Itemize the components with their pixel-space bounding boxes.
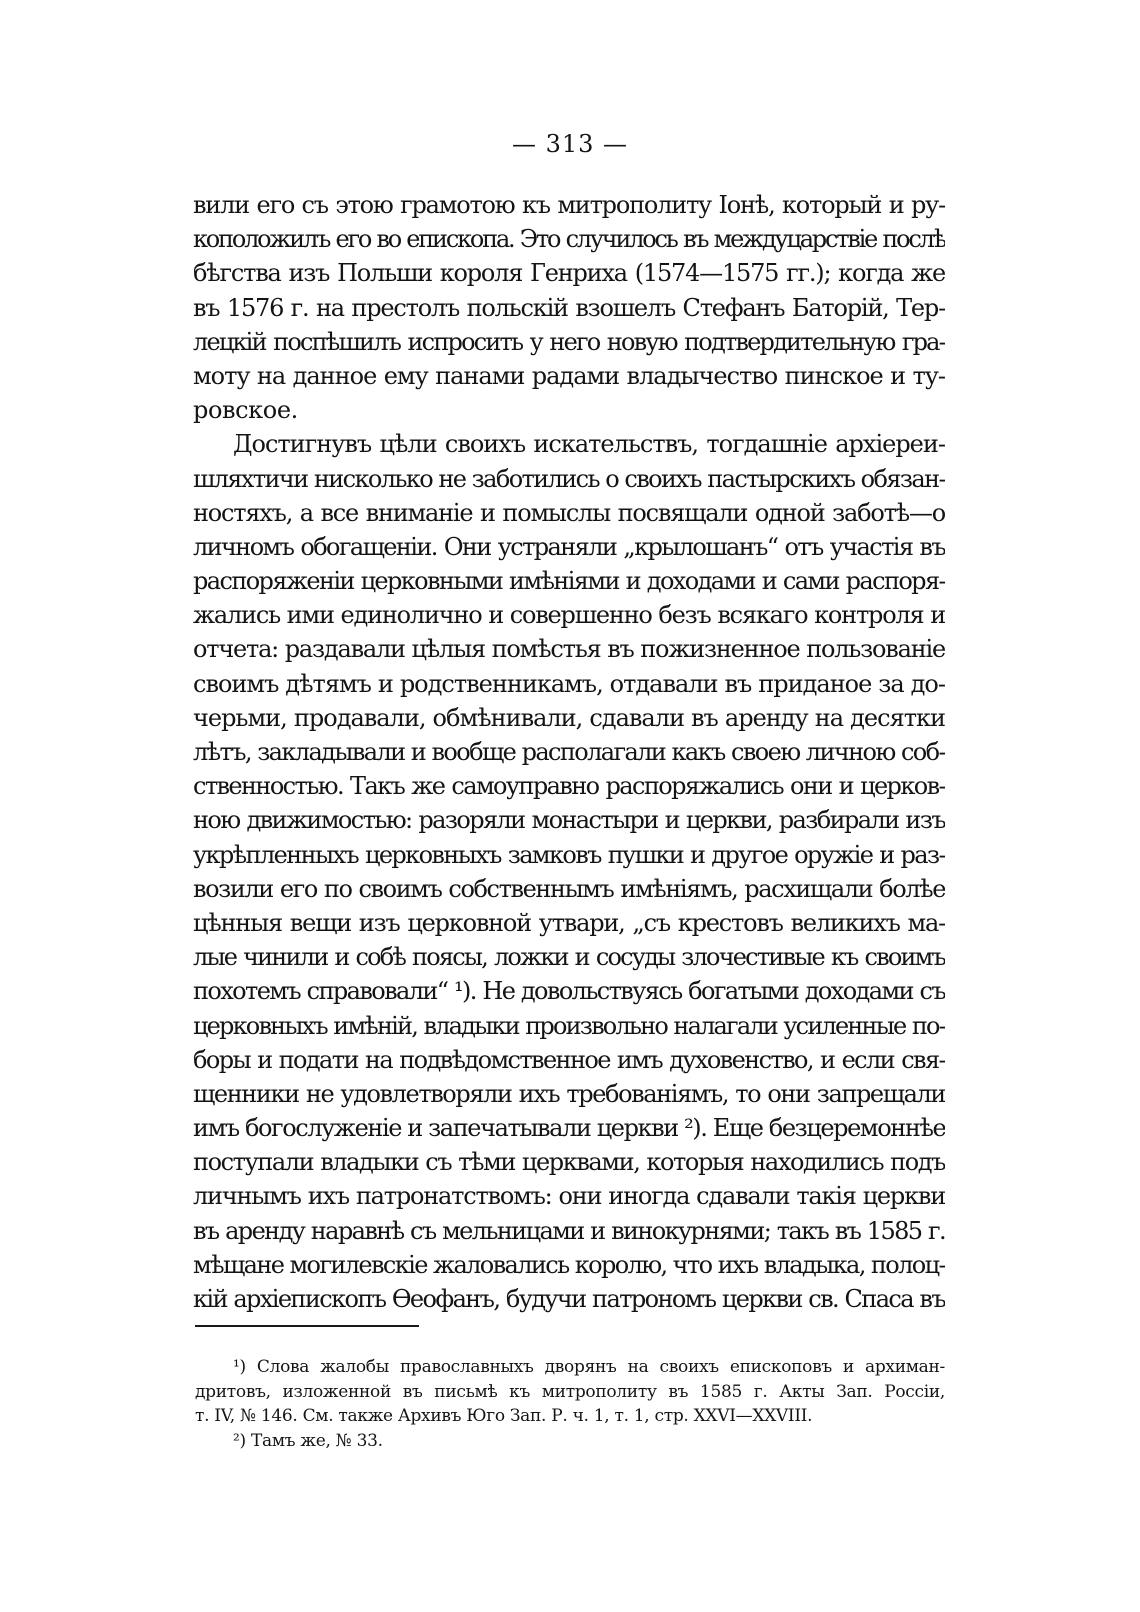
- footnote-line: ¹) Слова жалобы православныхъ дворянъ на своихъ епископовъ и архиман-: [233, 1357, 945, 1377]
- text-line: боры и подати на подвѣдомственное имъ духовенство, и если свя-: [193, 1045, 945, 1074]
- text-line: въ 1576 г. на престолъ польскій взошелъ Стефанъ Баторій, Тер-: [193, 293, 945, 322]
- footnote-line: т. IV, № 146. См. также Архивъ Юго Зап. Р. ч. 1, т. 1, стр. XXVI—XXVIII.: [195, 1406, 813, 1426]
- text-line: кій архіепископъ Ѳеофанъ, будучи патрономъ церкви св. Спаса въ: [193, 1285, 945, 1313]
- footnote-line: ²) Тамъ же, № 33.: [233, 1430, 383, 1451]
- text-line: коположилъ его во епископа. Это случилось въ междуцарствіе послѣ: [193, 225, 945, 254]
- footnote-line: дритовъ, изложенной въ письмѣ къ митрополиту въ 1585 г. Акты Зап. Россіи,: [195, 1381, 945, 1402]
- text-line: щенники не удовлетворяли ихъ требованіямъ, то они запрещали: [193, 1079, 945, 1108]
- text-line: черьми, продавали, обмѣнивали, сдавали въ аренду на десятки: [193, 703, 945, 732]
- text-line: ностяхъ, а все вниманіе и помыслы посвящали одной заботѣ—о: [193, 498, 945, 527]
- text-line: ною движимостью: разоряли монастыри и церкви, разбирали изъ: [193, 806, 945, 835]
- text-line: распоряженіи церковными имѣніями и доходами и сами распоря-: [193, 567, 945, 596]
- text-line: поступали владыки съ тѣми церквами, которыя находились подъ: [193, 1148, 945, 1177]
- text-line: цѣнныя вещи изъ церковной утвари, „съ крестовъ великихъ ма-: [193, 908, 945, 937]
- page-number: — 313 —: [511, 130, 629, 158]
- text-line: возили его по своимъ собственнымъ имѣніямъ, расхищали болѣе: [193, 874, 945, 903]
- text-line: церковныхъ имѣній, владыки произвольно налагали усиленные по-: [193, 1011, 945, 1040]
- text-line: моту на данное ему панами радами владычество пинское и ту-: [193, 361, 945, 390]
- text-line: мѣщане могилевскіе жаловались королю, что ихъ владыка, полоц-: [193, 1250, 945, 1279]
- text-line: жались ими единолично и совершенно безъ всякаго контроля и: [193, 601, 945, 630]
- text-line: укрѣпленныхъ церковныхъ замковъ пушки и другое оружіе и раз-: [193, 840, 945, 869]
- text-line: похотемъ справовали“ ¹). Не довольствуясь богатыми доходами съ: [193, 977, 945, 1006]
- text-line: бѣгства изъ Польши короля Генриха (1574—1575 гг.); когда же: [193, 259, 945, 288]
- text-line: личномъ обогащеніи. Они устраняли „крылошанъ“ отъ участія въ: [193, 532, 945, 561]
- footnote-divider: [195, 1325, 419, 1327]
- paragraph-start-line: Достигнувъ цѣли своихъ искательствъ, тогдашніе архіереи-: [233, 430, 945, 459]
- footnotes: [195, 1355, 945, 1453]
- text-line: шляхтичи нисколько не заботились о своихъ пастырскихъ обязан-: [193, 464, 945, 493]
- text-line: личнымъ ихъ патронатствомъ: они иногда сдавали такія церкви: [193, 1182, 945, 1211]
- text-line: лецкій поспѣшилъ испросить у него новую подтвердительную гра-: [193, 327, 945, 356]
- text-line: вили его съ этою грамотою къ митрополиту Іонѣ, который и ру-: [193, 191, 945, 219]
- text-line: имъ богослуженіе и запечатывали церкви ²). Еще безцеремоннѣе: [193, 1114, 945, 1143]
- body-text: [193, 188, 945, 1316]
- text-line: лѣтъ, закладывали и вообще располагали какъ своею личною соб-: [193, 738, 945, 766]
- text-line: ственностью. Такъ же самоуправно распоряжались они и церков-: [193, 772, 945, 801]
- text-line: отчета: раздавали цѣлыя помѣстья въ пожизненное пользованіе: [193, 635, 945, 664]
- text-line: въ аренду наравнѣ съ мельницами и винокурнями; такъ въ 1585 г.: [193, 1216, 945, 1245]
- text-line: лые чинили и собѣ поясы, ложки и сосуды злочестивые къ своимъ: [193, 943, 945, 972]
- text-line: своимъ дѣтямъ и родственникамъ, отдавали въ приданое за до-: [193, 669, 945, 698]
- text-line: ровское.: [193, 396, 298, 425]
